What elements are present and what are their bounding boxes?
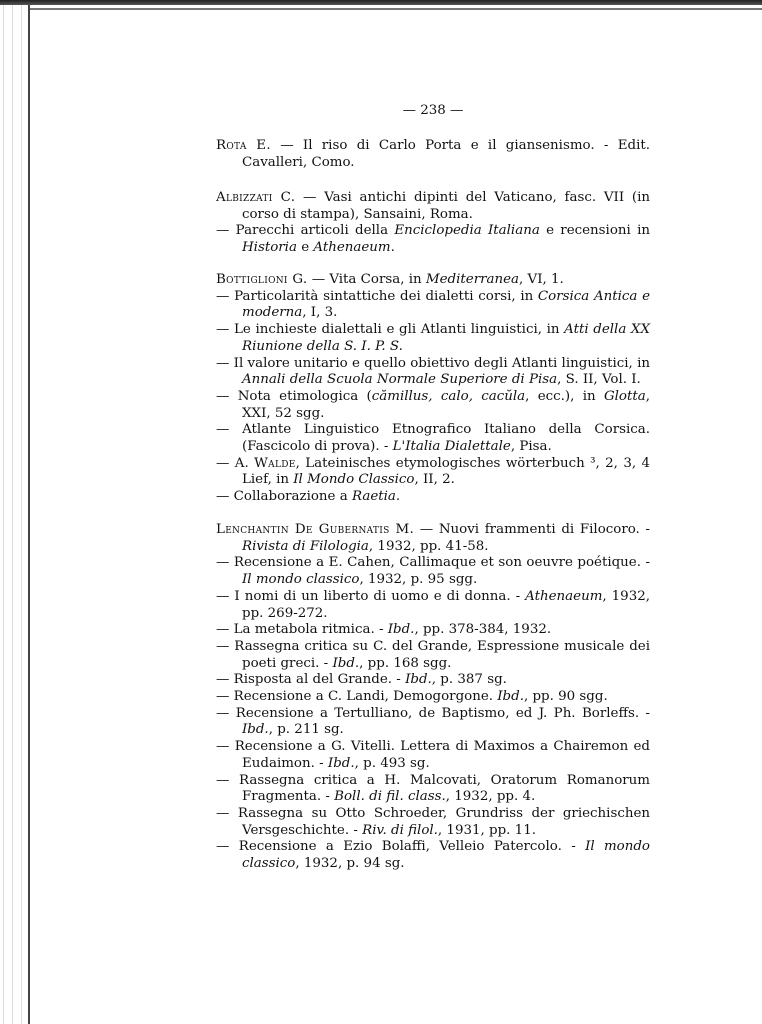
bibliography-entry xyxy=(216,389,650,422)
binding-line xyxy=(28,0,30,1024)
italic-title: Mediterranea xyxy=(425,272,520,287)
italic-title: Ibd. xyxy=(242,722,269,738)
entry-text: — Recensione a Ezio Bolaffi, Velleio Patercolo. - xyxy=(216,839,586,855)
bibliography-entry xyxy=(216,622,650,639)
entry-text: — Nuovi frammenti di Filocoro. - xyxy=(419,522,651,537)
entry-text: , pp. 378-384, 1932. xyxy=(414,622,552,638)
bibliography-block xyxy=(216,522,650,873)
italic-title: Athenaeum. xyxy=(313,240,395,256)
entry-text: — Recensione a C. Landi, Demogorgone. xyxy=(216,689,498,705)
entry-text: — A. xyxy=(216,455,255,471)
author-name: Walde xyxy=(254,455,296,471)
italic-title: Enciclopedia Italiana xyxy=(394,223,540,239)
entry-text: , pp. 90 sgg. xyxy=(523,689,608,705)
italic-title: Il mondo classico xyxy=(242,839,650,872)
italic-title: Ibd. xyxy=(332,655,360,671)
bibliography-entry xyxy=(216,839,650,872)
italic-title: Il mondo classico xyxy=(242,572,360,588)
entry-text: — La metabola ritmica. - xyxy=(216,622,388,638)
italic-title: Glotta xyxy=(603,388,646,404)
entry-text: — I nomi di un liberto di uomo e di donna. - xyxy=(216,588,526,604)
entry-text: — Il riso di Carlo Porta e il giansenismo. - Edit. Cavalleri, Como. xyxy=(242,138,651,170)
bibliography-entry xyxy=(216,672,650,689)
bibliography-block xyxy=(216,190,650,257)
italic-title: Ibd. xyxy=(327,755,355,771)
bibliography-block xyxy=(216,272,650,506)
entry-text: , 1932, p. 94 sg. xyxy=(295,856,405,872)
entry-text: , Lateinisches etymologisches wörterbuch ³, 2, 3, 4 Lief, in xyxy=(242,455,650,488)
author-name: Lenchantin De Gubernatis M. xyxy=(216,522,415,537)
bibliography-entry xyxy=(216,422,650,455)
bibliography-block xyxy=(216,138,650,171)
entry-text: e xyxy=(296,240,314,256)
italic-title: Historia xyxy=(242,240,297,256)
italic-title: Ibd. xyxy=(387,622,415,638)
bibliography-entry xyxy=(216,706,650,739)
bibliography-entry xyxy=(216,190,650,223)
entry-text: — Nota etimologica ( xyxy=(216,388,372,404)
italic-title: Ibd. xyxy=(405,672,432,688)
bibliography-entry xyxy=(216,639,650,672)
entry-text: — Vasi antichi dipinti del Vaticano, fasc. VII (in corso di stampa), Sansaini, Roma. xyxy=(242,190,650,222)
top-border xyxy=(0,0,762,5)
author-name: Albizzati C. xyxy=(216,190,296,205)
entry-text: , 1931, pp. 11. xyxy=(437,822,536,838)
entry-text: — Recensione a G. Vitelli. Lettera di Maximos a Chairemon ed Eudaimon. - xyxy=(216,739,650,771)
entry-text: , 1932, pp. 269-272. xyxy=(242,588,650,621)
bibliography-entry xyxy=(216,806,650,839)
italic-title: Corsica Antica e moderna xyxy=(242,288,650,321)
entry-text: , pp. 168 sgg. xyxy=(359,655,452,671)
italic-title: Athenaeum xyxy=(525,588,603,604)
scanned-page-edge xyxy=(0,0,30,1024)
italic-title: Rivista di Filologia xyxy=(242,538,369,554)
bibliography-entry xyxy=(216,689,650,706)
bibliography-entry xyxy=(216,356,650,389)
italic-title: Annali della Scuola Normale Superiore di Pisa xyxy=(242,372,558,388)
entry-text: , XXI, 52 sgg. xyxy=(242,388,651,421)
entry-text: — Rassegna critica su C. del Grande, Espressione musicale dei poeti greci. - xyxy=(216,638,650,671)
bibliography-entry xyxy=(216,289,650,322)
entry-text: — Particolarità sintattiche dei dialetti corsi, in xyxy=(216,288,538,304)
entry-text: e recensioni in xyxy=(539,223,650,239)
italic-title: Raetia. xyxy=(351,489,401,505)
italic-title: Atti della XX Riunione della S. I. P. S. xyxy=(242,322,650,354)
entry-text: , p. 387 sg. xyxy=(431,672,507,688)
entry-text: , 1932, p. 95 sgg. xyxy=(359,572,478,588)
entry-text: , II, 2. xyxy=(414,472,455,488)
entry-text: — Le inchieste dialettali e gli Atlanti linguistici, in xyxy=(216,322,565,338)
italic-title: Riv. di filol. xyxy=(362,822,438,838)
entry-text: — Parecchi articoli della xyxy=(216,223,395,239)
entry-text: — Collaborazione a xyxy=(216,489,352,505)
entry-text: , S. II, Vol. I. xyxy=(557,372,641,388)
italic-title: cămillus, calo, cacŭla xyxy=(371,388,526,404)
bibliography-entry xyxy=(216,456,650,489)
entry-text: , ecc.), in xyxy=(525,388,604,404)
bibliography-entry xyxy=(216,489,650,506)
entry-text: , I, 3. xyxy=(302,305,338,321)
bibliography-entry xyxy=(216,739,650,772)
bibliography-entry xyxy=(216,589,650,622)
entry-text: — Vita Corsa, in xyxy=(311,272,426,287)
entry-text: — Rassegna su Otto Schroeder, Grundriss der griechischen Versgeschichte. - xyxy=(216,805,650,838)
entry-text: , Pisa. xyxy=(510,439,552,455)
bibliography-entry xyxy=(216,223,650,256)
entry-text: , 1932, pp. 41-58. xyxy=(368,538,489,554)
entry-text: — Il valore unitario e quello obiettivo degli Atlanti linguistici, in xyxy=(216,355,650,371)
author-name: Rota E. xyxy=(216,138,271,153)
author-name: Bottiglioni G. xyxy=(216,272,308,287)
bibliography-entry xyxy=(216,773,650,806)
entry-text: — Rassegna critica a H. Malcovati, Oratorum Romanorum Fragmenta. - xyxy=(216,772,650,805)
bibliography-entry xyxy=(216,522,650,555)
italic-title: Ibd. xyxy=(497,689,524,705)
italic-title: Boll. di fil. class. xyxy=(334,789,446,805)
entry-text: — Risposta al del Grande. - xyxy=(216,672,406,688)
bibliography-entry xyxy=(216,555,650,588)
italic-title: L'Italia Dialettale xyxy=(392,439,511,455)
bibliography-entry xyxy=(216,138,650,171)
entry-text: — Recensione a E. Cahen, Callimaque et son oeuvre poétique. - xyxy=(216,555,650,571)
page-number: — 238 — xyxy=(402,103,464,118)
entry-text: , p. 211 sg. xyxy=(268,722,344,738)
entry-text: , VI, 1. xyxy=(519,272,564,287)
entry-text: , 1932, pp. 4. xyxy=(445,789,536,805)
top-border-secondary xyxy=(30,8,762,10)
entry-text: — Atlante Linguistico Etnografico Italiano della Corsica. (Fascicolo di prova). - xyxy=(216,422,650,455)
italic-title: Il Mondo Classico xyxy=(293,472,415,488)
entry-text: — Recensione a Tertulliano, de Baptismo, ed J. Ph. Borleffs. - xyxy=(216,705,650,721)
bibliography-entry xyxy=(216,272,650,289)
entry-text: , p. 493 sg. xyxy=(354,755,430,771)
bibliography-entry xyxy=(216,322,650,355)
